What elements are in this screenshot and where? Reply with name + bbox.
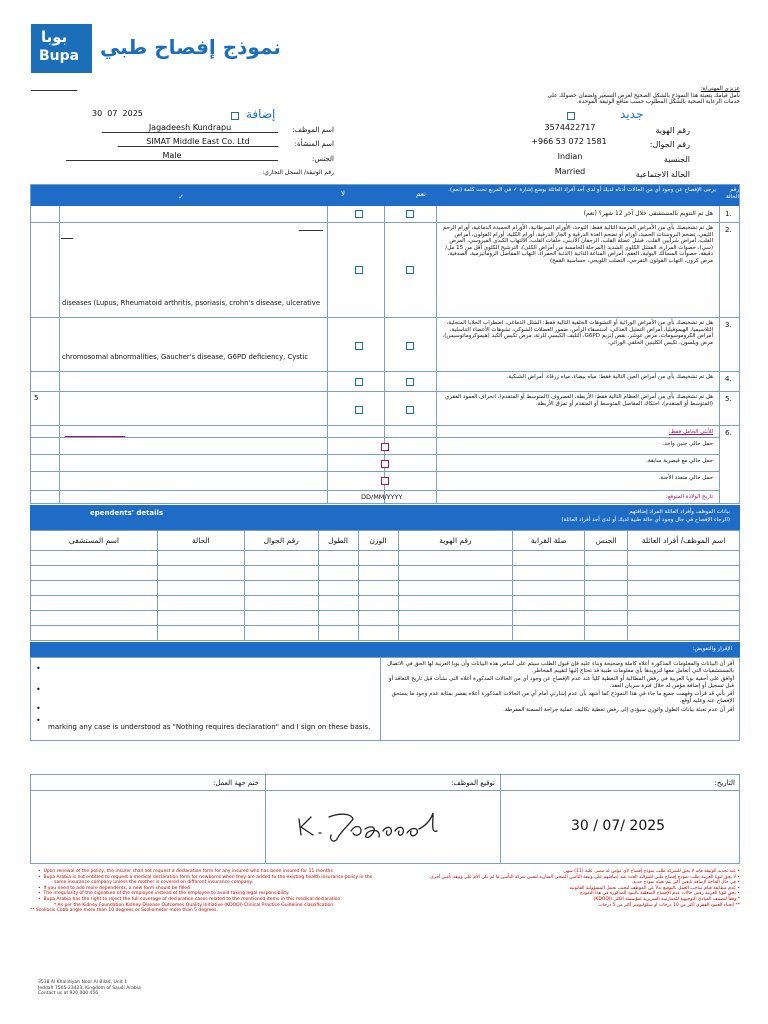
sig-divider-1 [265, 775, 266, 863]
dependent-row [31, 566, 740, 581]
declaration-ar-paragraph: أوافق على أحقية بوبا العربية في رفض المطالبة أو التغطية كلياً عند عدم الإفصاح عن وجود أي من الحالات المذكورة أعلاه التي نشأت قبل تاريخ التعاقد أو قبل تسجيل أو إضافة مؤمن له خلال فترة سريان العقد. [388, 676, 734, 689]
footnote-en-text: ** Scoliosis Cobb angle more than 10 degrees or Scoliometer more than 5 degrees. [30, 908, 218, 914]
sig-row-line [31, 790, 739, 791]
dependent-cell[interactable] [628, 566, 740, 581]
dependent-cell[interactable] [244, 581, 318, 596]
bullet-icon: • [38, 869, 44, 874]
bullet-icon: • [735, 880, 740, 886]
declaration-divider [380, 658, 381, 740]
dependent-cell[interactable] [513, 566, 585, 581]
dependent-cell[interactable] [358, 566, 398, 581]
question-number: 5. [725, 395, 732, 403]
policy-number-label: رقم الوثيقة/ السجل التجاري: [262, 169, 334, 176]
q6-row-line-4 [31, 490, 719, 491]
dependent-cell[interactable] [513, 581, 585, 596]
form-title: نموذج إفصاح طبي [100, 35, 281, 59]
question-text: هل تم تشخيصك بأي من الأمراض الوراثية أو التشوهات الخلقية التالية فقط: الشلل الدماغي، اضطراب الخلايا المنجلية، الثلاسيميا، الهيموفيليا، أمراض التمثيل الغذائي، استسقاء الرأس، ضمور العضلات الشوكي، تشوهات الأعضاء التناسلية، أمراض الكروموسومات، مرض غوشر، نقص إنزيم G6PD، التليف الكيسي للرئة، مرض تكيس الكبد (هيموكروماتوسيس)، مرض ويلسون، تكيس الكليتين الخلقي الوراثي. [442, 320, 713, 346]
col-header-relation: صلة القرابة [513, 531, 585, 551]
questions-table [30, 184, 740, 504]
date-label: التاريخ: [714, 779, 735, 787]
yes-column-label: نعم [416, 190, 426, 198]
stamp-label: ختم جهة العمل: [212, 779, 259, 787]
dependent-cell[interactable] [318, 596, 358, 611]
dependent-cell[interactable] [585, 596, 628, 611]
bullet-icon: • [38, 891, 44, 897]
question-5-side-number: 5 [34, 394, 39, 402]
gender-field[interactable] [66, 151, 278, 161]
dependents-header-ar-1: بيانات الموظف وأفراد العائلة المراد إضافتهم [629, 509, 730, 515]
footnote-en-item [30, 908, 380, 914]
declaration-bullet-4: • [36, 716, 41, 725]
mobile-value[interactable]: +966 53 072 1581 [531, 137, 607, 146]
question-row-6 [31, 426, 739, 503]
question-5-yes-checkbox[interactable] [406, 406, 414, 414]
employee-name-field[interactable] [102, 123, 278, 133]
gender-label: الجنس: [312, 155, 334, 163]
dependents-body [31, 551, 740, 641]
gender-value: Male [162, 151, 182, 160]
declaration-en-last: marking any case is understood as "Nothing requires declaration" and I sign on these basis. [48, 723, 371, 731]
q6-due-date-label: تاريخ الولادة المتوقع: [665, 494, 713, 500]
question-2-no-checkbox[interactable] [355, 266, 363, 274]
dependent-cell[interactable] [31, 596, 158, 611]
no-column-label: لا [341, 190, 345, 198]
footnote-en-text: * As per the Kidney Foundation Kidney Disease Outcomes Quality Initiative (KDOQI) Clinical Practice Guideline classification. [54, 902, 335, 908]
dependent-cell[interactable] [398, 566, 513, 581]
dependent-cell[interactable] [318, 551, 358, 566]
q6-item-1: حمل حالي جنين واحد. [662, 441, 713, 447]
address-line: Contact us at 920 000 456 [38, 991, 99, 997]
dependent-cell[interactable] [31, 611, 158, 626]
declaration-header [30, 642, 740, 657]
question-text: هل تم تشخيصك بأي من الأمراض المزمنة التالية فقط: التوحد، الأورام السرطانية، الأورام الحميدة الدماغية، أورام الرحم الليفي، تضخم البروستات الحميد، أورام أو تضخم الغدة الدرقية و الجار الدرقية، أورام الكلية، أورام القولون، أمراض القلب، أمراض شرايين القلب، فشل عضلة القلب، الرجفان الأذيني، خلفات القلب، الالتهاب الكبدي الفيروسي، المرض (سي)، حصوات المرارة، الفشل الكلوي الشديد (المرحلة الخامسة من أمراض الكلى)، الترشيح الكلوي أقل من 15 مل/دقيقة، حصوات المسالك البولية، العقم، أمراض المناعة الذاتية (الذئبة الحمراء، التهاب المفاصل الروماتيزمية، الصدفية، مرض كرون، التهاب القولون التقرحي، التصلب اللويحي، حساسية القمح) [442, 225, 713, 264]
dependent-cell[interactable] [628, 626, 740, 641]
question-number: 1. [725, 210, 732, 218]
declaration-ar-text [386, 661, 734, 713]
footnote-ar-item [390, 903, 740, 909]
declaration-ar-paragraph: أقر أن عدم تعبئة بيانات الطول والوزن سيؤدي إلى رفض تغطية تكاليف عملية جراحة السمنة المفرطة. [503, 706, 734, 713]
footnote-en-text: Bupa Arabia is not entitled to request a medical declaration form for newborns when they are added to the existing health insurance policy in the same insurance company unless the mother is covered on different insurance company. [43, 874, 373, 886]
dependent-cell[interactable] [628, 596, 740, 611]
intro-line-1: نأمل قيامك بتعبئة هذا النموذج بالشكل الصحيح لغرض التسعير ولضمان حصولك على [547, 92, 740, 99]
col-header-condition: الحالة [157, 531, 244, 551]
question-number: 6. [725, 429, 732, 437]
declaration-box [30, 657, 740, 741]
q6-item-1-checkbox[interactable] [381, 443, 389, 451]
employee-signature-label: توقيع الموظف: [451, 779, 495, 787]
nationality-label: الجنسية [663, 155, 690, 164]
dependent-cell[interactable] [398, 581, 513, 596]
dependent-cell[interactable] [157, 596, 244, 611]
dependent-cell[interactable] [31, 581, 158, 596]
intro-line-2: خدمات الرعاية الصحية بالشكل المطلوب حسب منافع الوثيقة الموحدة. [577, 99, 740, 105]
dependents-header-row [31, 531, 740, 551]
dependent-cell[interactable] [628, 551, 740, 566]
dependent-cell[interactable] [398, 611, 513, 626]
bullet-icon: • [735, 869, 740, 874]
col-header-height: الطول [318, 531, 358, 551]
dependent-cell[interactable] [157, 581, 244, 596]
q6-item-2-checkbox[interactable] [381, 460, 389, 468]
dependent-cell[interactable] [398, 551, 513, 566]
declaration-bullet-2: • [36, 685, 41, 694]
header-divider [31, 90, 77, 91]
col-header-weight: الوزن [358, 531, 398, 551]
question-row-1 [31, 206, 739, 223]
declaration-bullet-3: • [36, 704, 41, 713]
bullet-icon: • [735, 874, 740, 880]
question-text-en: diseases (Lupus, Rheumatoid arthritis, psoriasis, crohn's disease, ulcerative [62, 299, 320, 307]
dependent-cell[interactable] [585, 581, 628, 596]
dependent-cell[interactable] [244, 551, 318, 566]
question-row-3 [31, 318, 739, 372]
dependent-cell[interactable] [398, 596, 513, 611]
dependent-cell[interactable] [398, 626, 513, 641]
intro-text [480, 86, 740, 106]
dependent-row [31, 551, 740, 566]
new-checkbox[interactable] [567, 112, 575, 120]
footnote-ar-text: ** انحناء العمود الفقري أكثر من 10 درجات أو سكوليومتر أكثر من 5 درجات. [597, 902, 740, 908]
dependent-cell[interactable] [318, 611, 358, 626]
question-2-mark-right [299, 230, 323, 231]
signature-box [30, 774, 740, 864]
footnote-en-text: Bupa Arabia has the right to reject the full coverage of declaration cases related to the mentioned items in this medical declaration. [43, 896, 342, 902]
dependent-cell[interactable] [244, 596, 318, 611]
dependent-cell[interactable] [513, 596, 585, 611]
dependent-row [31, 626, 740, 641]
question-number: 2. [725, 226, 732, 234]
question-4-yes-checkbox[interactable] [406, 378, 414, 386]
dependent-cell[interactable] [31, 626, 158, 641]
question-row-4 [31, 372, 739, 392]
dependent-cell[interactable] [157, 626, 244, 641]
declaration-ar-paragraph: أقر أن البيانات والمعلومات المذكورة أعلاه كاملة وصحيحة وبناء عليه فإن قبول الطلب سيتم على أساس هذه البيانات وأن بوبا العربية لها الحق في الاتصال بالمستشفيات التي أتعامل معها لتزويدها بأي معلومات طبية قد تحتاج إليها لتقييم المخاطر. [387, 661, 734, 674]
intro-heading: عزيزي المهني/ة: [700, 86, 740, 92]
dependent-cell[interactable] [244, 611, 318, 626]
add-checkbox[interactable] [231, 112, 239, 120]
q6-row-line-3 [31, 471, 719, 472]
footnotes-ar [390, 869, 740, 908]
question-2-mark [61, 238, 73, 239]
declaration-ar-paragraph: أقر بأني قد قرأت وفهمت جميع ما جاء في هذا النموذج كما أشهد بأن عدم إشارتي أمام أي من الحالات المذكورة أعلاه يفسر بمثابة عدم وجود ما يستحق الإفصاح عنه وعليه أوقع. [391, 691, 734, 704]
dependents-header [30, 505, 740, 530]
dependents-header-ar-2: (الرجاء الإفصاح في حال وجود أي حالة طبية لديك أو لدى أحد أفراد العائلة) [561, 517, 730, 523]
dependent-cell[interactable] [358, 611, 398, 626]
add-option-label: إضافة [246, 107, 276, 121]
declaration-bullet-1: • [36, 664, 41, 673]
declaration-header-ar: الإقرار والتفويض: [692, 646, 732, 652]
footnote-en-text: Upon renewal of the policy, the insurer shall not request a declaration form for any insured who has been insured for 11 months [43, 869, 333, 874]
dependent-cell[interactable] [31, 551, 158, 566]
questions-header [31, 185, 739, 206]
question-5-no-checkbox[interactable] [355, 406, 363, 414]
dependent-cell[interactable] [628, 581, 740, 596]
dependent-cell[interactable] [244, 626, 318, 641]
dependent-cell[interactable] [358, 596, 398, 611]
top-date: 30 07 2025 [92, 109, 143, 118]
col-header-name: اسم الموظف/ أفراد العائلة [628, 531, 740, 551]
q6-item-3-checkbox[interactable] [381, 477, 389, 485]
question-3-no-checkbox[interactable] [355, 342, 363, 350]
footnote-ar-text: في حال الحاجة لإضافة تابعين أكثر يتم تعبئة نموذج جديد. [631, 880, 736, 886]
dependent-cell[interactable] [585, 611, 628, 626]
sig-divider-2 [500, 775, 501, 863]
question-number: 4. [725, 375, 732, 383]
marital-status-value[interactable]: Married [554, 167, 586, 176]
footnote-ar-text: لا يحق لبوبا العربية طلب نموذج إفصاح طبي للمواليد الجدد عند إضافتهم على وثيقة التأمين الصحي السارية لنفس شركة التأمين ما لم تكن الأم على وثيقة تأمين أخرى. [428, 874, 736, 880]
dependent-cell[interactable] [585, 626, 628, 641]
bupa-logo [31, 24, 92, 73]
company-name-label: اسم المنشأة: [294, 140, 334, 148]
question-4-no-checkbox[interactable] [355, 378, 363, 386]
new-option-label: جديد [620, 107, 644, 121]
id-number-value[interactable]: 3574422717 [544, 123, 596, 132]
dependent-cell[interactable] [157, 611, 244, 626]
questions-instruction: يرجى الإفصاح عن وجود أي من الحالات أدناه لديك أو لدى أحد أفراد العائلة بوضع إشارة ✓ في المربع تحت كلمة (نعم). [448, 187, 716, 193]
dependent-cell[interactable] [31, 566, 158, 581]
questions-case-no-label: رقم الحالة [725, 187, 739, 200]
q6-due-date-input[interactable]: DD/MM/YYYY [361, 493, 403, 501]
question-text: هل تم تشخيصك بأي من أمراض العظام التالية فقط: الأربطة، الغضروف (المتوسط أو المتقدم)، انحراف العمود الفقري (المتوسط أو المتقدم)، احتكاك المفاصل المتوسط أو المتقدم أو تمزق الأربطة. [445, 394, 713, 407]
question-1-yes-checkbox[interactable] [406, 210, 414, 218]
dependent-cell[interactable] [513, 611, 585, 626]
dependent-cell[interactable] [358, 551, 398, 566]
footnote-en-item [30, 875, 380, 886]
company-name-field[interactable] [118, 137, 278, 147]
bullet-icon: • [38, 885, 44, 891]
q6-row-line-2 [31, 454, 719, 455]
company-address [38, 980, 238, 997]
company-name-value: SIMAT Middle East Co. Ltd [146, 137, 250, 146]
bupa-logo-arabic: بوبا [41, 28, 68, 46]
bullet-icon: • [38, 874, 44, 880]
dependent-cell[interactable] [244, 566, 318, 581]
footnote-en-text: If you need to add more dependents, a new form should be filled. [43, 885, 192, 891]
dependent-cell[interactable] [318, 626, 358, 641]
q6-item-3: حمل حالي متعدد الأجنة. [658, 475, 713, 481]
footnote-ar-text: عدم مطابقة قيام صاحب العمل بالتوقيع بدلاً عن الموظف لتجنب تحمل المسؤولية القانونية. [568, 885, 736, 891]
dependent-cell[interactable] [358, 626, 398, 641]
question-3-yes-checkbox[interactable] [406, 342, 414, 350]
col-header-mobile: رقم الجوال [244, 531, 318, 551]
dependent-row [31, 611, 740, 626]
employee-name-value: Jagadeesh Kundrapu [148, 123, 232, 132]
question-2-yes-checkbox[interactable] [406, 266, 414, 274]
col-header-hospital: اسم المستشفى [31, 531, 158, 551]
col-header-gender: الجنس [585, 531, 628, 551]
signature-date-value[interactable]: 30 / 07/ 2025 [571, 818, 666, 834]
question-text: هل تم التنويم بالمستشفى خلال آخر 12 شهر؟ (نعم) [583, 210, 713, 217]
address-line: 3538 Al Khalidiyah Noor Al Bilad, Unit 1 [38, 980, 127, 985]
col-header-id: رقم الهوية [398, 531, 513, 551]
dependent-row [31, 596, 740, 611]
bullet-icon: • [38, 896, 44, 902]
stamp-area[interactable] [33, 793, 263, 861]
address-line: Jeddah 7505-23423, Kingdom of Saudi Arabia [38, 985, 141, 991]
check-column-label: ✓ [178, 193, 184, 201]
bullet-icon: • [735, 891, 740, 897]
footnote-en-text: The irregularity of the signature of the employee instead of the employee to avoid taking legal responsibility. [43, 891, 290, 897]
footnote-ar-text: * وفقاً لتصنيف المبادئ التوجيهية للممارسة السريرية لمؤسسة الكلى (KDOQI). [592, 896, 740, 902]
question-row-2 [31, 223, 739, 318]
employee-signature[interactable] [291, 805, 481, 845]
signature-icon [291, 805, 481, 845]
q6-item-2: حمل حالي مع قيصرية سابقة. [646, 458, 713, 464]
employee-name-label: اسم الموظف: [292, 126, 334, 134]
bupa-logo-latin: Bupa [39, 48, 80, 64]
footnote-ar-text: يحق لبوبا العربية رفض حالات عدم الإفصاح المتعلقة بالبنود المذكورة في هذا النموذج. [578, 891, 736, 897]
dependent-cell[interactable] [585, 566, 628, 581]
nationality-value[interactable]: Indian [557, 152, 583, 161]
question-row-5 [31, 392, 739, 426]
dependent-cell[interactable] [318, 566, 358, 581]
dependent-cell[interactable] [157, 566, 244, 581]
id-number-label: رقم الهوية [655, 126, 690, 135]
dependent-cell[interactable] [318, 581, 358, 596]
mobile-label: رقم الجوال: [649, 140, 690, 149]
question-text: هل تم تشخيصك بأي من أمراض العين التالية فقط: مياه بيضاء، مياه زرقاء، أمراض الشبكية. [506, 374, 713, 380]
q6-row-line-1 [31, 437, 719, 438]
marital-status-label: الحالة الاجتماعية [635, 170, 690, 179]
question-1-no-checkbox[interactable] [355, 210, 363, 218]
dependent-cell[interactable] [157, 551, 244, 566]
dependents-table [30, 530, 740, 641]
footnote-ar-text: عند تجديد الوثيقة فإنه لا يحق للشركة طلب نموذج إفصاح لأي مؤمن له مضى عليه (11) شهر. [563, 869, 736, 874]
dependent-row [31, 581, 740, 596]
question-number: 3. [725, 321, 732, 329]
dependent-cell[interactable] [358, 581, 398, 596]
dependent-cell[interactable] [513, 551, 585, 566]
dependents-header-en: ependents' details [90, 509, 164, 517]
dependent-cell[interactable] [628, 611, 740, 626]
bullet-icon: • [735, 885, 740, 891]
dependent-cell[interactable] [513, 626, 585, 641]
dependent-cell[interactable] [585, 551, 628, 566]
q6-title: للأنثى الحامل فقط: [668, 429, 713, 435]
question-text-en: chromosomal abnormalities, Gaucher's disease, G6PD deficiency, Cystic [62, 353, 309, 361]
footnotes-en [30, 869, 380, 914]
